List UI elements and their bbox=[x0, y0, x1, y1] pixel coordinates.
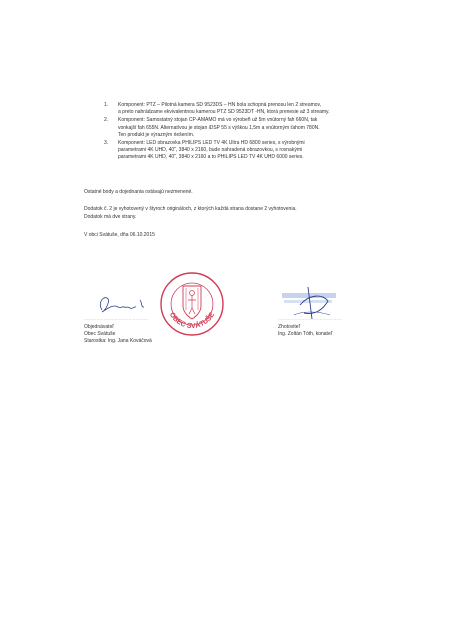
item-line: Komponent: LED obrazovka PHILIPS LED TV 4K Ultra HD 6800 series, s výrobnými bbox=[118, 140, 305, 147]
copies-paragraph-line: Dodatok má dve strany. bbox=[84, 214, 137, 220]
item-number: 3. bbox=[104, 140, 109, 147]
signature-line: .............................................. bbox=[84, 316, 148, 322]
client-signature bbox=[96, 290, 154, 318]
item-line: vonkajší fah 655N. Alternatívou je stojan iDSP 55 s výškou 1,5m a vnútorným ťahom 780N. bbox=[118, 124, 320, 131]
list-item bbox=[104, 117, 404, 139]
item-number: 1. bbox=[104, 102, 109, 108]
municipal-stamp bbox=[158, 270, 226, 338]
client-org: Obec Svátuše bbox=[84, 331, 116, 337]
contractor-representative: Ing. Zoltán Tóth, konateľ bbox=[278, 331, 333, 337]
client-role: Objednávateľ bbox=[84, 324, 114, 330]
components-list bbox=[104, 102, 404, 163]
svg-text:OBEC SVÁTUŠE bbox=[168, 311, 217, 330]
place-date: V obci Svátuše, dňa 06.10.2015 bbox=[84, 232, 155, 238]
item-line: a preto nahrádzame ekvivalentnou kamerou PTZ SD 9523DT -HN, ktorá prenesie až 3 streamy. bbox=[118, 109, 330, 116]
signature-line: .............................................. bbox=[278, 316, 342, 322]
list-item bbox=[104, 140, 404, 162]
item-line: parametrami 4K UHD, 40", 3840 x 2160 a to PHILIPS LED TV 4K UHD 6000 series. bbox=[118, 154, 304, 161]
unchanged-paragraph: Ostatné body a dojednania ostávajú nezmenené. bbox=[84, 189, 193, 195]
item-line: Komponent: PTZ – Pilotná kamera SD 9523DS – HN bola schopná prenosu len 2 streamov, bbox=[118, 102, 322, 108]
copies-paragraph-line: Dodatok č. 2 je vyhotovený v štyroch origináloch, z ktorých každá strana dostane 2 vyhotovenia. bbox=[84, 206, 297, 212]
item-line: Komponent: Samostatný stojan CP-AMAMO má vo výrobeñ už 5m vnútorný fah 660N, tak bbox=[118, 117, 318, 124]
contractor-role: Zhotoviteľ bbox=[278, 324, 301, 330]
stamp-label: OBEC SVÁTUŠE bbox=[167, 311, 217, 331]
list-item bbox=[104, 102, 404, 116]
client-representative: Starostka: Ing. Jana Kováčová bbox=[84, 338, 152, 344]
item-number: 2. bbox=[104, 117, 109, 124]
item-line: parametrami 4K UHD, 40", 3840 x 2160, bude nahradená obrazovkou, s rovnakými bbox=[118, 147, 303, 154]
item-line: Ten produkt je výrazným riešením. bbox=[118, 131, 195, 138]
